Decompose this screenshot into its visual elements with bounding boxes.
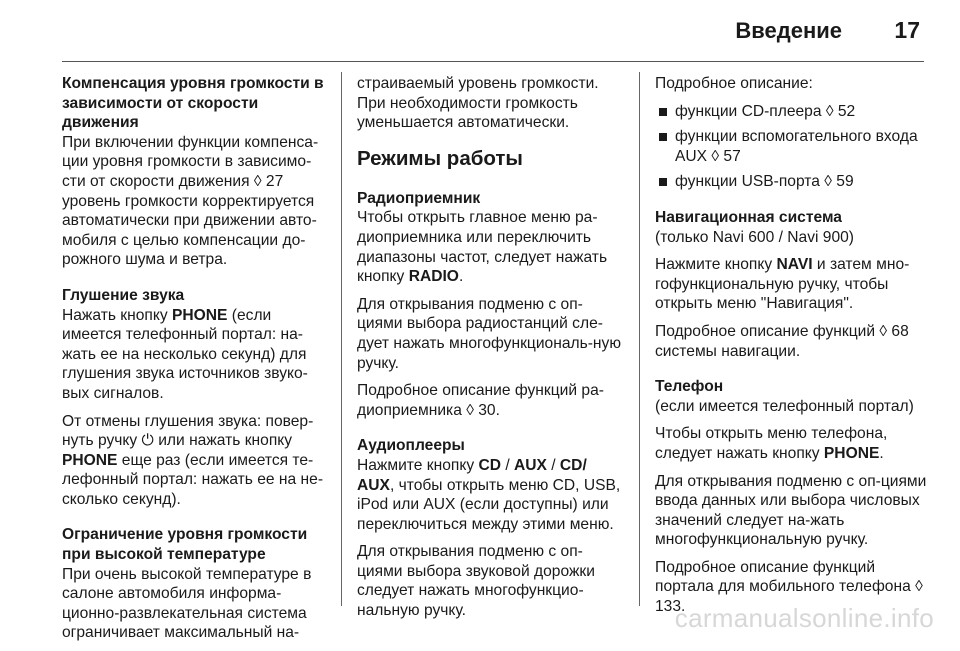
section-title: Введение	[735, 18, 842, 43]
nav-detail-text: Подробное описание функций ◊ 68 системы навигации.	[655, 322, 909, 360]
column-divider-2	[639, 72, 640, 606]
nav-heading: Навигационная система	[655, 208, 842, 226]
radio-detail-text: Подробное описание функций ра-диоприемника ◊ 30.	[357, 382, 604, 419]
temp-limit-heading: Ограничение уровня громкости при высокой температуре	[62, 526, 308, 564]
audio-heading: Аудиоплееры	[357, 437, 465, 455]
phone-submenu-text: Для открывания подменю с оп-циями ввода данных или выбора числовых значений следует на-жать многофункциональную ручку.	[655, 472, 927, 549]
column-3	[655, 74, 929, 625]
page-number: 17	[894, 17, 920, 43]
phone-text: Чтобы открыть меню телефона, следует нажать кнопку PHONE.	[655, 425, 888, 462]
header-rule	[62, 61, 924, 62]
mute-text: Нажать кнопку PHONE (если имеется телефонный портал: на-жать ее на несколько секунд) для глушения звука источников звуко-вых сигналов.	[62, 306, 308, 402]
column-divider-1	[341, 72, 342, 606]
audio-submenu-text: Для открывания подменю с оп-циями выбора звуковой дорожки следует нажать многофункцио-нальную ручку.	[357, 543, 595, 620]
page-header	[0, 0, 960, 62]
list-item: функции вспомогательного входа AUX ◊ 57	[655, 127, 929, 166]
column-1	[62, 74, 326, 651]
list-item: функции CD-плеера ◊ 52	[655, 102, 929, 122]
nav-note: (только Navi 600 / Navi 900)	[655, 228, 854, 246]
audio-text: Нажмите кнопку CD / AUX / CD/ AUX, чтобы открыть меню CD, USB, iPod или AUX (если доступны) или переключиться между этими меню.	[357, 456, 621, 533]
radio-text: Чтобы открыть главное меню ра-диоприемника или переключить диапазоны частот, следует нажать кнопку RADIO.	[357, 209, 608, 286]
phone-key-label-3: PHONE	[823, 444, 880, 462]
detail-list	[655, 102, 929, 192]
detail-label: Подробное описание:	[655, 75, 813, 92]
column-2	[357, 74, 625, 629]
phone-key-label-2: PHONE	[62, 451, 118, 469]
unmute-text: От отмены глушения звука: повер-нуть ручку ⏻ или нажать кнопку PHONE еще раз (если имеется те-лефонный портал: нажать ее на не-сколько секунд).	[62, 412, 324, 508]
phone-note: (если имеется телефонный портал)	[655, 397, 914, 415]
modes-heading: Режимы работы	[357, 146, 523, 170]
cd-aux-key-label: CD/ AUX	[357, 456, 587, 494]
radio-key-label: RADIO	[408, 268, 459, 286]
radio-submenu-text: Для открывания подменю с оп-циями выбора радиостанций сле-дует нажать многофункциональ-ную ручку.	[357, 295, 622, 372]
speed-volume-text: При включении функции компенса-ции уровня громкости в зависимо-сти от скорости движения ◊ 27 уровень громкости корректируется автоматически при движении авто-мобиля с целью компенсации до-рожного шума и ветра.	[62, 133, 319, 269]
nav-text: Нажмите кнопку NAVI и затем мно-гофункциональную ручку, чтобы открыть меню "Навигация".	[655, 256, 910, 313]
aux-key-label: AUX	[513, 456, 547, 474]
phone-key-label: PHONE	[171, 306, 228, 324]
temp-limit-continued: страиваемый уровень громкости. При необходимости громкость уменьшается автоматически.	[357, 75, 599, 132]
speed-volume-heading: Компенсация уровня громкости в зависимости от скорости движения	[62, 75, 324, 132]
phone-detail-text: Подробное описание функций портала для мобильного телефона ◊ 133.	[655, 558, 923, 616]
phone-heading: Телефон	[655, 378, 724, 396]
list-item: функции USB-порта ◊ 59	[655, 172, 929, 192]
mute-heading: Глушение звука	[62, 286, 185, 304]
temp-limit-text: При очень высокой температуре в салоне автомобиля информа-ционно-развлекательная система ограничивает максимальный на-	[62, 565, 312, 642]
watermark: carmanualsonline.info	[674, 603, 934, 633]
navi-key-label: NAVI	[776, 256, 813, 274]
cd-key-label: CD	[478, 456, 501, 474]
radio-heading: Радиоприемник	[357, 189, 481, 207]
